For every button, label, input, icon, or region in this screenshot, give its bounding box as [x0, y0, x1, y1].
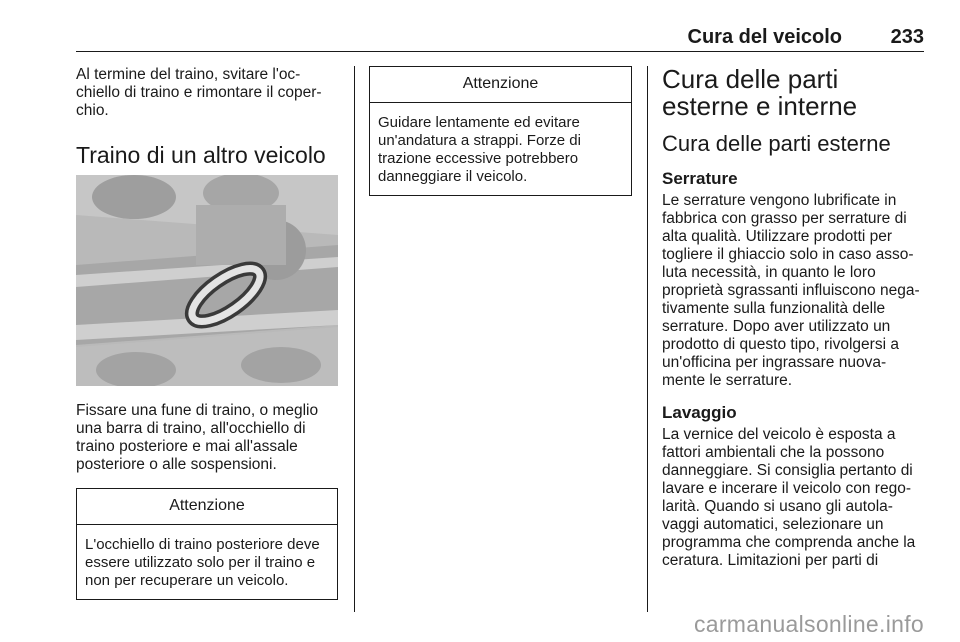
page-number: 233	[890, 26, 924, 48]
header-title: Cura del veicolo	[687, 26, 842, 48]
column-1	[76, 66, 340, 169]
warning-box-1	[76, 488, 338, 600]
column-divider-1	[354, 66, 355, 612]
towing-paragraph: Fissare una fune di traino, o meglio una barra di traino, all'occhiello di traino posteriore e mai all'assale posteriore o alle sospensioni.	[76, 402, 319, 473]
watermark: carmanualsonline.info	[693, 611, 924, 637]
subsection-title: Cura delle parti esterne	[662, 131, 891, 156]
chapter-title: Cura delle parti esterne e interne	[662, 64, 858, 121]
column-1-lower	[76, 402, 340, 600]
warning-body: L'occhiello di traino posteriore deve essere utilizzato solo per il traino e non per recuperare un veicolo.	[85, 536, 320, 589]
column-divider-2	[647, 66, 648, 612]
heading-serrature: Serrature	[662, 169, 738, 188]
section-title-traino: Traino di un altro veicolo	[76, 142, 326, 168]
warning-box-2	[369, 66, 632, 196]
paragraph-lavaggio: La vernice del veicolo è esposta a fattori ambientali che la possono danneggiare. Si consiglia pertanto di lavare e incerare il veicolo con rego-larità. Quando si usano gli autola-vaggi automatici, selezionare un programma che comprenda anche la ceratura. Limitazioni per parti di	[662, 426, 916, 569]
column-3	[662, 66, 928, 570]
warning-body: Guidare lentamente ed evitare un'andatura a strappi. Forze di trazione eccessive potrebbero danneggiare il veicolo.	[378, 114, 581, 185]
intro-paragraph: Al termine del traino, svitare l'oc- chiello di traino e rimontare il coper- chio.	[76, 66, 322, 119]
column-2	[369, 66, 632, 196]
page-header	[76, 26, 924, 52]
header-rule	[76, 51, 924, 52]
paragraph-serrature: Le serrature vengono lubrificate in fabbrica con grasso per serrature di alta qualità. Utilizzare prodotti per togliere il ghiaccio solo in caso asso-luta necessità, in quanto le loro proprietà sgrassanti influiscono nega-tivamente sulla funzionalità delle serrature. Dopo aver utilizzato un prodotto di questo tipo, rivolgersi a un'officina per ingrassare nuova-mente le serrature.	[662, 192, 920, 389]
heading-lavaggio: Lavaggio	[662, 403, 737, 422]
warning-title: Attenzione	[370, 67, 631, 103]
tow-hook-figure	[76, 175, 338, 386]
warning-title: Attenzione	[77, 489, 337, 525]
tow-hook-illustration	[76, 175, 338, 386]
